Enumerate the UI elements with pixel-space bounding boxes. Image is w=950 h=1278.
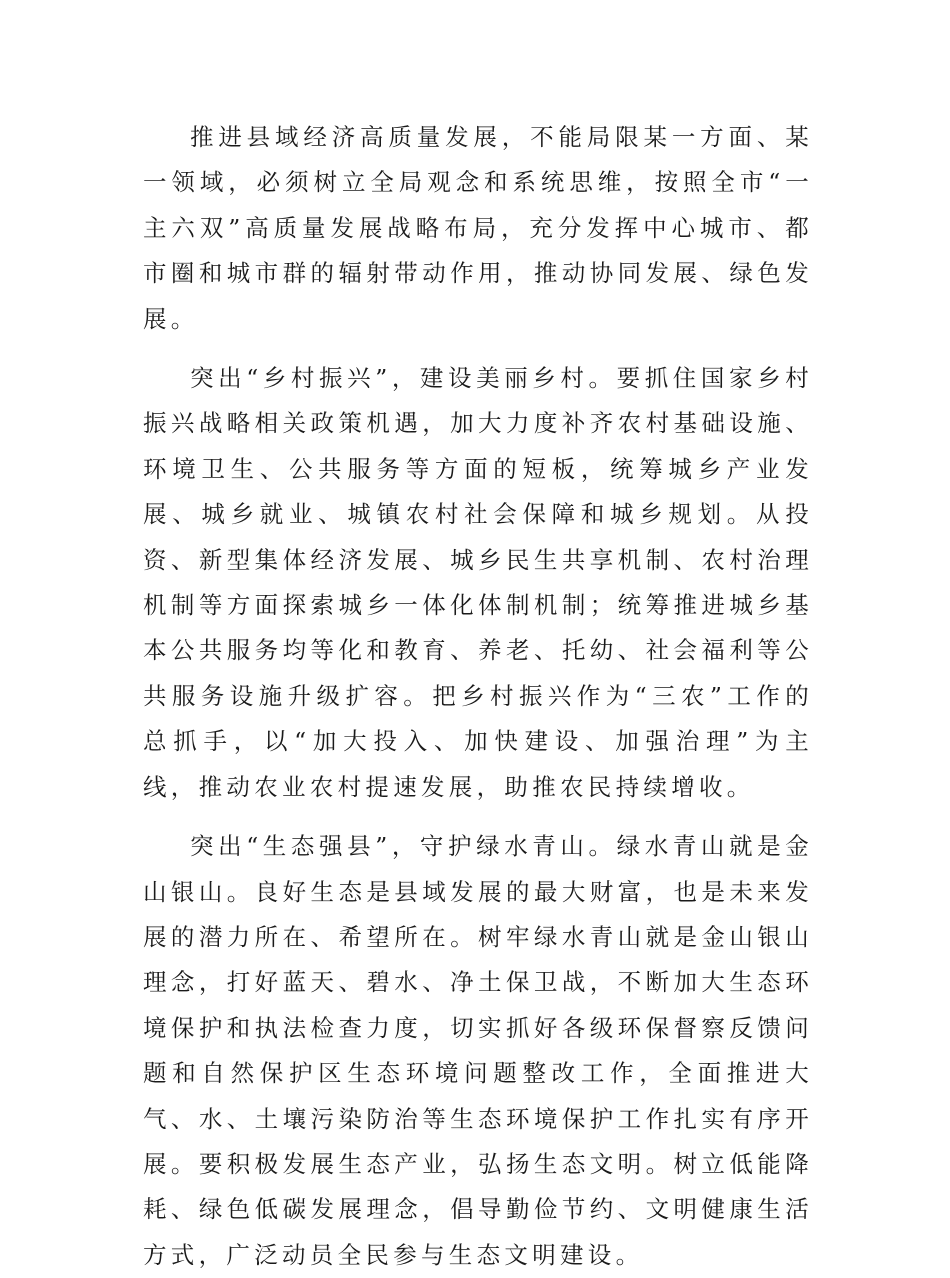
paragraph-ecological-county: 突出“生态强县”，守护绿水青山。绿水青山就是金山银山。良好生态是县域发展的最大财富，也是未来发展的潜力所在、希望所在。树牢绿水青山就是金山银山理念，打好蓝天、碧水、净土保卫战，不断加大生态环境保护和执法检查力度，切实抓好各级环保督察反馈问题和自然保护区生态环境问题整改工作，全面推进大气、水、土壤污染防治等生态环境保护工作扎实有序开展。要积极发展生态产业，弘扬生态文明。树立低能降耗、绿色低碳发展理念，倡导勤俭节约、文明健康生活方式，广泛动员全民参与生态文明建设。 (143, 832, 813, 1269)
paragraph-county-economy: 推进县域经济高质量发展，不能局限某一方面、某一领域，必须树立全局观念和系统思维，按照全市“一主六双”高质量发展战略布局，充分发挥中心城市、都市圈和城市群的辐射带动作用，推动协同发展、绿色发展。 (143, 123, 813, 333)
document-body (143, 115, 813, 1278)
paragraph-rural-revitalization: 突出“乡村振兴”，建设美丽乡村。要抓住国家乡村振兴战略相关政策机遇，加大力度补齐农村基础设施、环境卫生、公共服务等方面的短板，统筹城乡产业发展、城乡就业、城镇农村社会保障和城乡规划。从投资、新型集体经济发展、城乡民生共享机制、农村治理机制等方面探索城乡一体化体制机制；统筹推进城乡基本公共服务均等化和教育、养老、托幼、社会福利等公共服务设施升级扩容。把乡村振兴作为“三农”工作的总抓手，以“加大投入、加快建设、加强治理”为主线，推动农业农村提速发展，助推农民持续增收。 (143, 364, 813, 801)
